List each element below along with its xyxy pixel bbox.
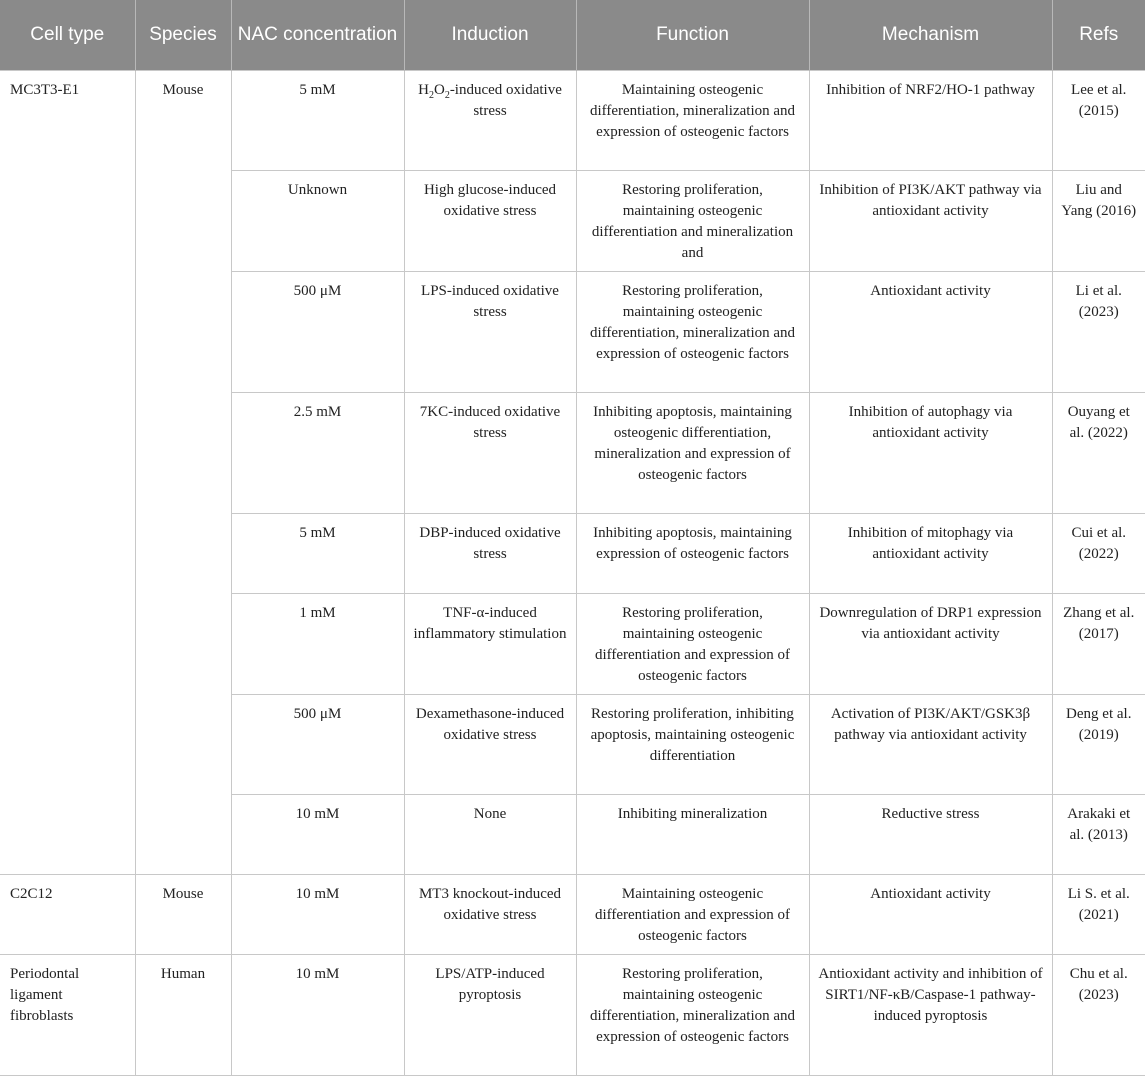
refs-cell: Chu et al. (2023) [1052, 955, 1145, 1076]
refs-cell: Li S. et al. (2021) [1052, 875, 1145, 955]
concentration-cell: 500 μM [231, 695, 404, 795]
refs-cell: Arakaki et al. (2013) [1052, 795, 1145, 875]
induction-cell: $H_2O_2$-induced oxidative stress [404, 71, 576, 171]
cell-type-cell: Periodontal ligament fibroblasts [0, 955, 135, 1076]
function-cell: Inhibiting mineralization [576, 795, 809, 875]
induction-cell: LPS/ATP-induced pyroptosis [404, 955, 576, 1076]
header-induction: Induction [404, 0, 576, 71]
induction-cell: None [404, 795, 576, 875]
concentration-cell: 10 mM [231, 875, 404, 955]
table-row [0, 955, 1145, 1076]
table-body [0, 71, 1145, 1076]
concentration-cell: 5 mM [231, 71, 404, 171]
mechanism-cell: Activation of PI3K/AKT/GSK3β pathway via antioxidant activity [809, 695, 1052, 795]
function-cell: Restoring proliferation, maintaining osteogenic differentiation, mineralization and expression of osteogenic factors [576, 272, 809, 393]
function-cell: Maintaining osteogenic differentiation and expression of osteogenic factors [576, 875, 809, 955]
header-function: Function [576, 0, 809, 71]
species-cell: Mouse [135, 71, 231, 875]
function-cell: Maintaining osteogenic differentiation, mineralization and expression of osteogenic factors [576, 71, 809, 171]
mechanism-cell: Antioxidant activity [809, 875, 1052, 955]
induction-cell: Dexamethasone-induced oxidative stress [404, 695, 576, 795]
function-cell: Inhibiting apoptosis, maintaining expression of osteogenic factors [576, 514, 809, 594]
header-row [0, 0, 1145, 71]
cell-type-cell: MC3T3-E1 [0, 71, 135, 875]
header-cell-type: Cell type [0, 0, 135, 71]
concentration-cell: 1 mM [231, 594, 404, 695]
induction-cell: LPS-induced oxidative stress [404, 272, 576, 393]
header-species: Species [135, 0, 231, 71]
mechanism-cell: Inhibition of NRF2/HO-1 pathway [809, 71, 1052, 171]
induction-cell: High glucose-induced oxidative stress [404, 171, 576, 272]
function-cell: Restoring proliferation, maintaining osteogenic differentiation and expression of osteogenic factors [576, 594, 809, 695]
concentration-cell: Unknown [231, 171, 404, 272]
table-row [0, 71, 1145, 171]
species-cell: Mouse [135, 875, 231, 955]
table-row [0, 875, 1145, 955]
function-cell: Restoring proliferation, maintaining osteogenic differentiation, mineralization and expression of osteogenic factors [576, 955, 809, 1076]
induction-cell: MT3 knockout-induced oxidative stress [404, 875, 576, 955]
function-cell: Restoring proliferation, inhibiting apoptosis, maintaining osteogenic differentiation [576, 695, 809, 795]
refs-cell: Zhang et al. (2017) [1052, 594, 1145, 695]
mechanism-cell: Inhibition of PI3K/AKT pathway via antioxidant activity [809, 171, 1052, 272]
refs-cell: Lee et al. (2015) [1052, 71, 1145, 171]
mechanism-cell: Inhibition of autophagy via antioxidant activity [809, 393, 1052, 514]
species-cell: Human [135, 955, 231, 1076]
refs-cell: Li et al. (2023) [1052, 272, 1145, 393]
function-cell: Inhibiting apoptosis, maintaining osteogenic differentiation, mineralization and expression of osteogenic factors [576, 393, 809, 514]
mechanism-cell: Reductive stress [809, 795, 1052, 875]
concentration-cell: 10 mM [231, 795, 404, 875]
refs-cell: Ouyang et al. (2022) [1052, 393, 1145, 514]
induction-cell: DBP-induced oxidative stress [404, 514, 576, 594]
induction-cell: 7KC-induced oxidative stress [404, 393, 576, 514]
mechanism-cell: Downregulation of DRP1 expression via antioxidant activity [809, 594, 1052, 695]
concentration-cell: 2.5 mM [231, 393, 404, 514]
concentration-cell: 500 μM [231, 272, 404, 393]
mechanism-cell: Antioxidant activity and inhibition of SIRT1/NF-κB/Caspase-1 pathway-induced pyroptosis [809, 955, 1052, 1076]
table-header [0, 0, 1145, 71]
refs-cell: Liu and Yang (2016) [1052, 171, 1145, 272]
refs-cell: Cui et al. (2022) [1052, 514, 1145, 594]
mechanism-cell: Antioxidant activity [809, 272, 1052, 393]
induction-cell: TNF-α-induced inflammatory stimulation [404, 594, 576, 695]
mechanism-cell: Inhibition of mitophagy via antioxidant activity [809, 514, 1052, 594]
header-mechanism: Mechanism [809, 0, 1052, 71]
concentration-cell: 10 mM [231, 955, 404, 1076]
header-refs: Refs [1052, 0, 1145, 71]
header-nac-concentration: NAC concentration [231, 0, 404, 71]
cell-type-cell: C2C12 [0, 875, 135, 955]
function-cell: Restoring proliferation, maintaining osteogenic differentiation and mineralization and [576, 171, 809, 272]
concentration-cell: 5 mM [231, 514, 404, 594]
refs-cell: Deng et al. (2019) [1052, 695, 1145, 795]
